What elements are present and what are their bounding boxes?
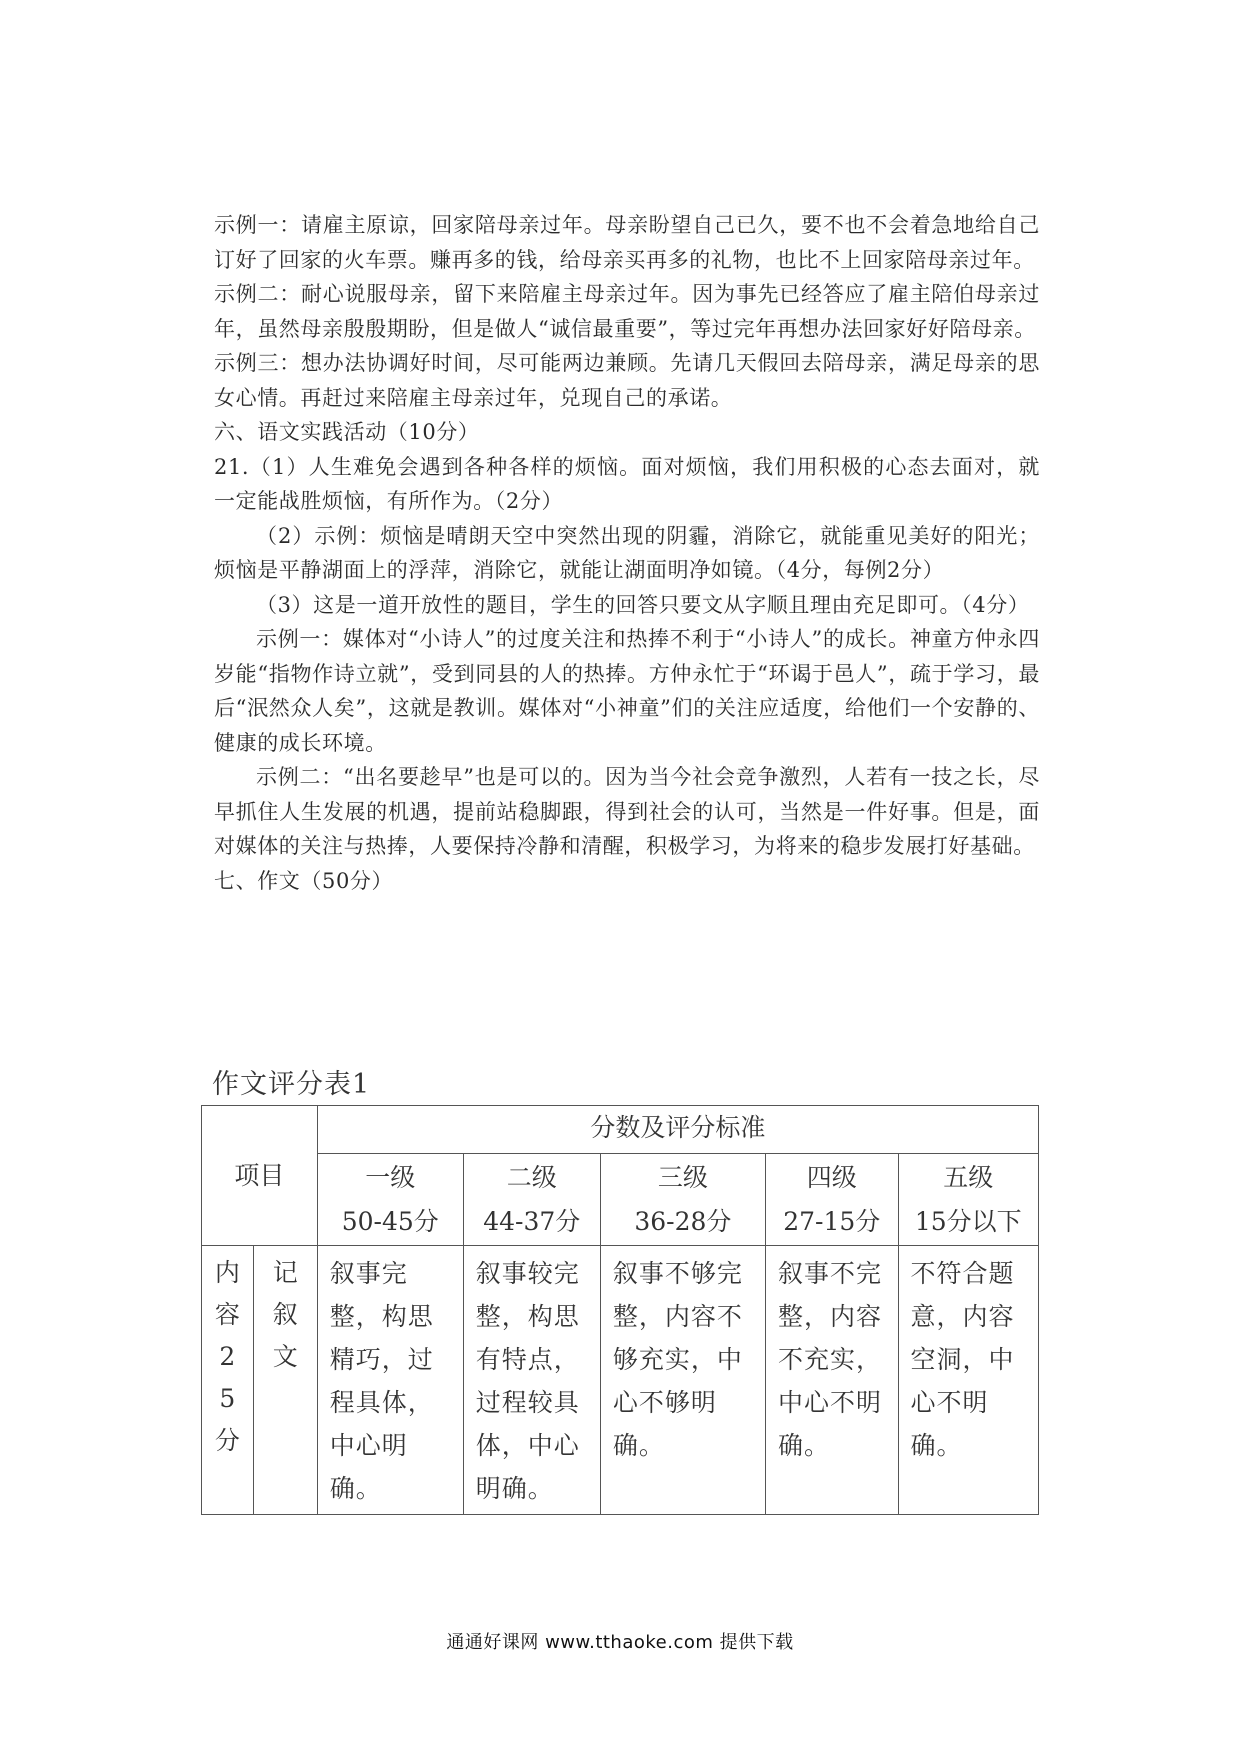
level-4-name: 四级 xyxy=(806,1163,857,1192)
example-one-paragraph: 示例一：请雇主原谅，回家陪母亲过年。母亲盼望自己已久，要不也不会着急地给自己订好了回家的火车票。赚再多的钱，给母亲买再多的礼物，也比不上回家陪母亲过年。 xyxy=(214,213,1040,272)
question-21-part-1: 21.（1）人生难免会遇到各种各样的烦恼。面对烦恼，我们用积极的心态去面对，就一定能战胜烦恼，有所作为。（2分） xyxy=(214,454,1040,513)
level-4-header xyxy=(765,1154,898,1246)
level-2-range: 44-37分 xyxy=(483,1207,581,1236)
open-example-one: 示例一：媒体对“小诗人”的过度关注和热捧不利于“小诗人”的成长。神童方仲永四岁能“指物作诗立就”，受到同县的人的热捧。方仲永忙于“环谒于邑人”，疏于学习，最后“泯然众人矣”，这就是教训。媒体对“小神童”们的关注应适度，给他们一个安静的、健康的成长环境。 xyxy=(214,627,1040,755)
level-2-header xyxy=(463,1154,600,1246)
level-1-header xyxy=(317,1154,463,1246)
level-3-range: 36-28分 xyxy=(634,1207,732,1236)
criteria-level-5: 不符合题意，内容空洞，中心不明确。 xyxy=(898,1246,1038,1515)
scoring-table xyxy=(201,1105,1039,1515)
level-1-name: 一级 xyxy=(365,1163,416,1192)
section-six-heading: 六、语文实践活动（10分） xyxy=(214,420,480,444)
open-example-two: 示例二：“出名要趁早”也是可以的。因为当今社会竞争激烈，人若有一技之长，尽早抓住人生发展的机遇，提前站稳脚跟，得到社会的认可，当然是一件好事。但是，面对媒体的关注与热捧，人要保持冷静和清醒，积极学习，为将来的稳步发展打好基础。 xyxy=(214,765,1040,858)
level-1-range: 50-45分 xyxy=(341,1207,439,1236)
level-2-name: 二级 xyxy=(506,1163,557,1192)
question-21-part-3: （3）这是一道开放性的题目，学生的回答只要文从字顺且理由充足即可。（4分） xyxy=(256,592,1030,617)
table-title: 作文评分表1 xyxy=(212,1069,371,1100)
section-seven-heading: 七、作文（50分） xyxy=(214,868,394,893)
level-5-range: 15分以下 xyxy=(914,1207,1022,1236)
level-5-header xyxy=(898,1154,1038,1246)
item-header-cell: 项目 xyxy=(202,1106,318,1246)
content-category-label: 内容25分 xyxy=(214,1258,240,1455)
criteria-level-2: 叙事较完整，构思有特点，过程较具体，中心明确。 xyxy=(463,1246,600,1515)
level-4-range: 27-15分 xyxy=(783,1207,881,1236)
narrative-type-cell xyxy=(253,1246,317,1515)
criteria-level-4: 叙事不完整，内容不充实，中心不明确。 xyxy=(765,1246,898,1515)
question-21-part-2: （2）示例：烦恼是晴朗天空中突然出现的阴霾，消除它，就能重见美好的阳光；烦恼是平静湖面上的浮萍，消除它，就能让湖面明净如镜。（4分，每例2分） xyxy=(214,523,1040,582)
criteria-level-1: 叙事完整，构思精巧，过程具体，中心明确。 xyxy=(317,1246,463,1515)
example-three-paragraph: 示例三：想办法协调好时间，尽可能两边兼顾。先请几天假回去陪母亲，满足母亲的思女心情。再赶过来陪雇主母亲过年，兑现自己的承诺。 xyxy=(214,351,1040,410)
level-5-name: 五级 xyxy=(943,1163,994,1192)
content-category-cell xyxy=(202,1246,254,1515)
example-two-paragraph: 示例二：耐心说服母亲，留下来陪雇主母亲过年。因为事先已经答应了雇主陪伯母亲过年，虽然母亲殷殷期盼，但是做人“诚信最重要”，等过完年再想办法回家好好陪母亲。 xyxy=(214,282,1040,341)
answer-text-block xyxy=(214,208,1040,898)
criteria-level-3: 叙事不够完整，内容不够充实，中心不够明确。 xyxy=(600,1246,765,1515)
level-3-name: 三级 xyxy=(657,1163,708,1192)
narrative-type-label: 记叙文 xyxy=(272,1258,298,1371)
level-3-header xyxy=(600,1154,765,1246)
footer-download-note: 通通好课网 www.tthaoke.com 提供下载 xyxy=(446,1632,794,1653)
score-standard-header: 分数及评分标准 xyxy=(317,1106,1038,1154)
